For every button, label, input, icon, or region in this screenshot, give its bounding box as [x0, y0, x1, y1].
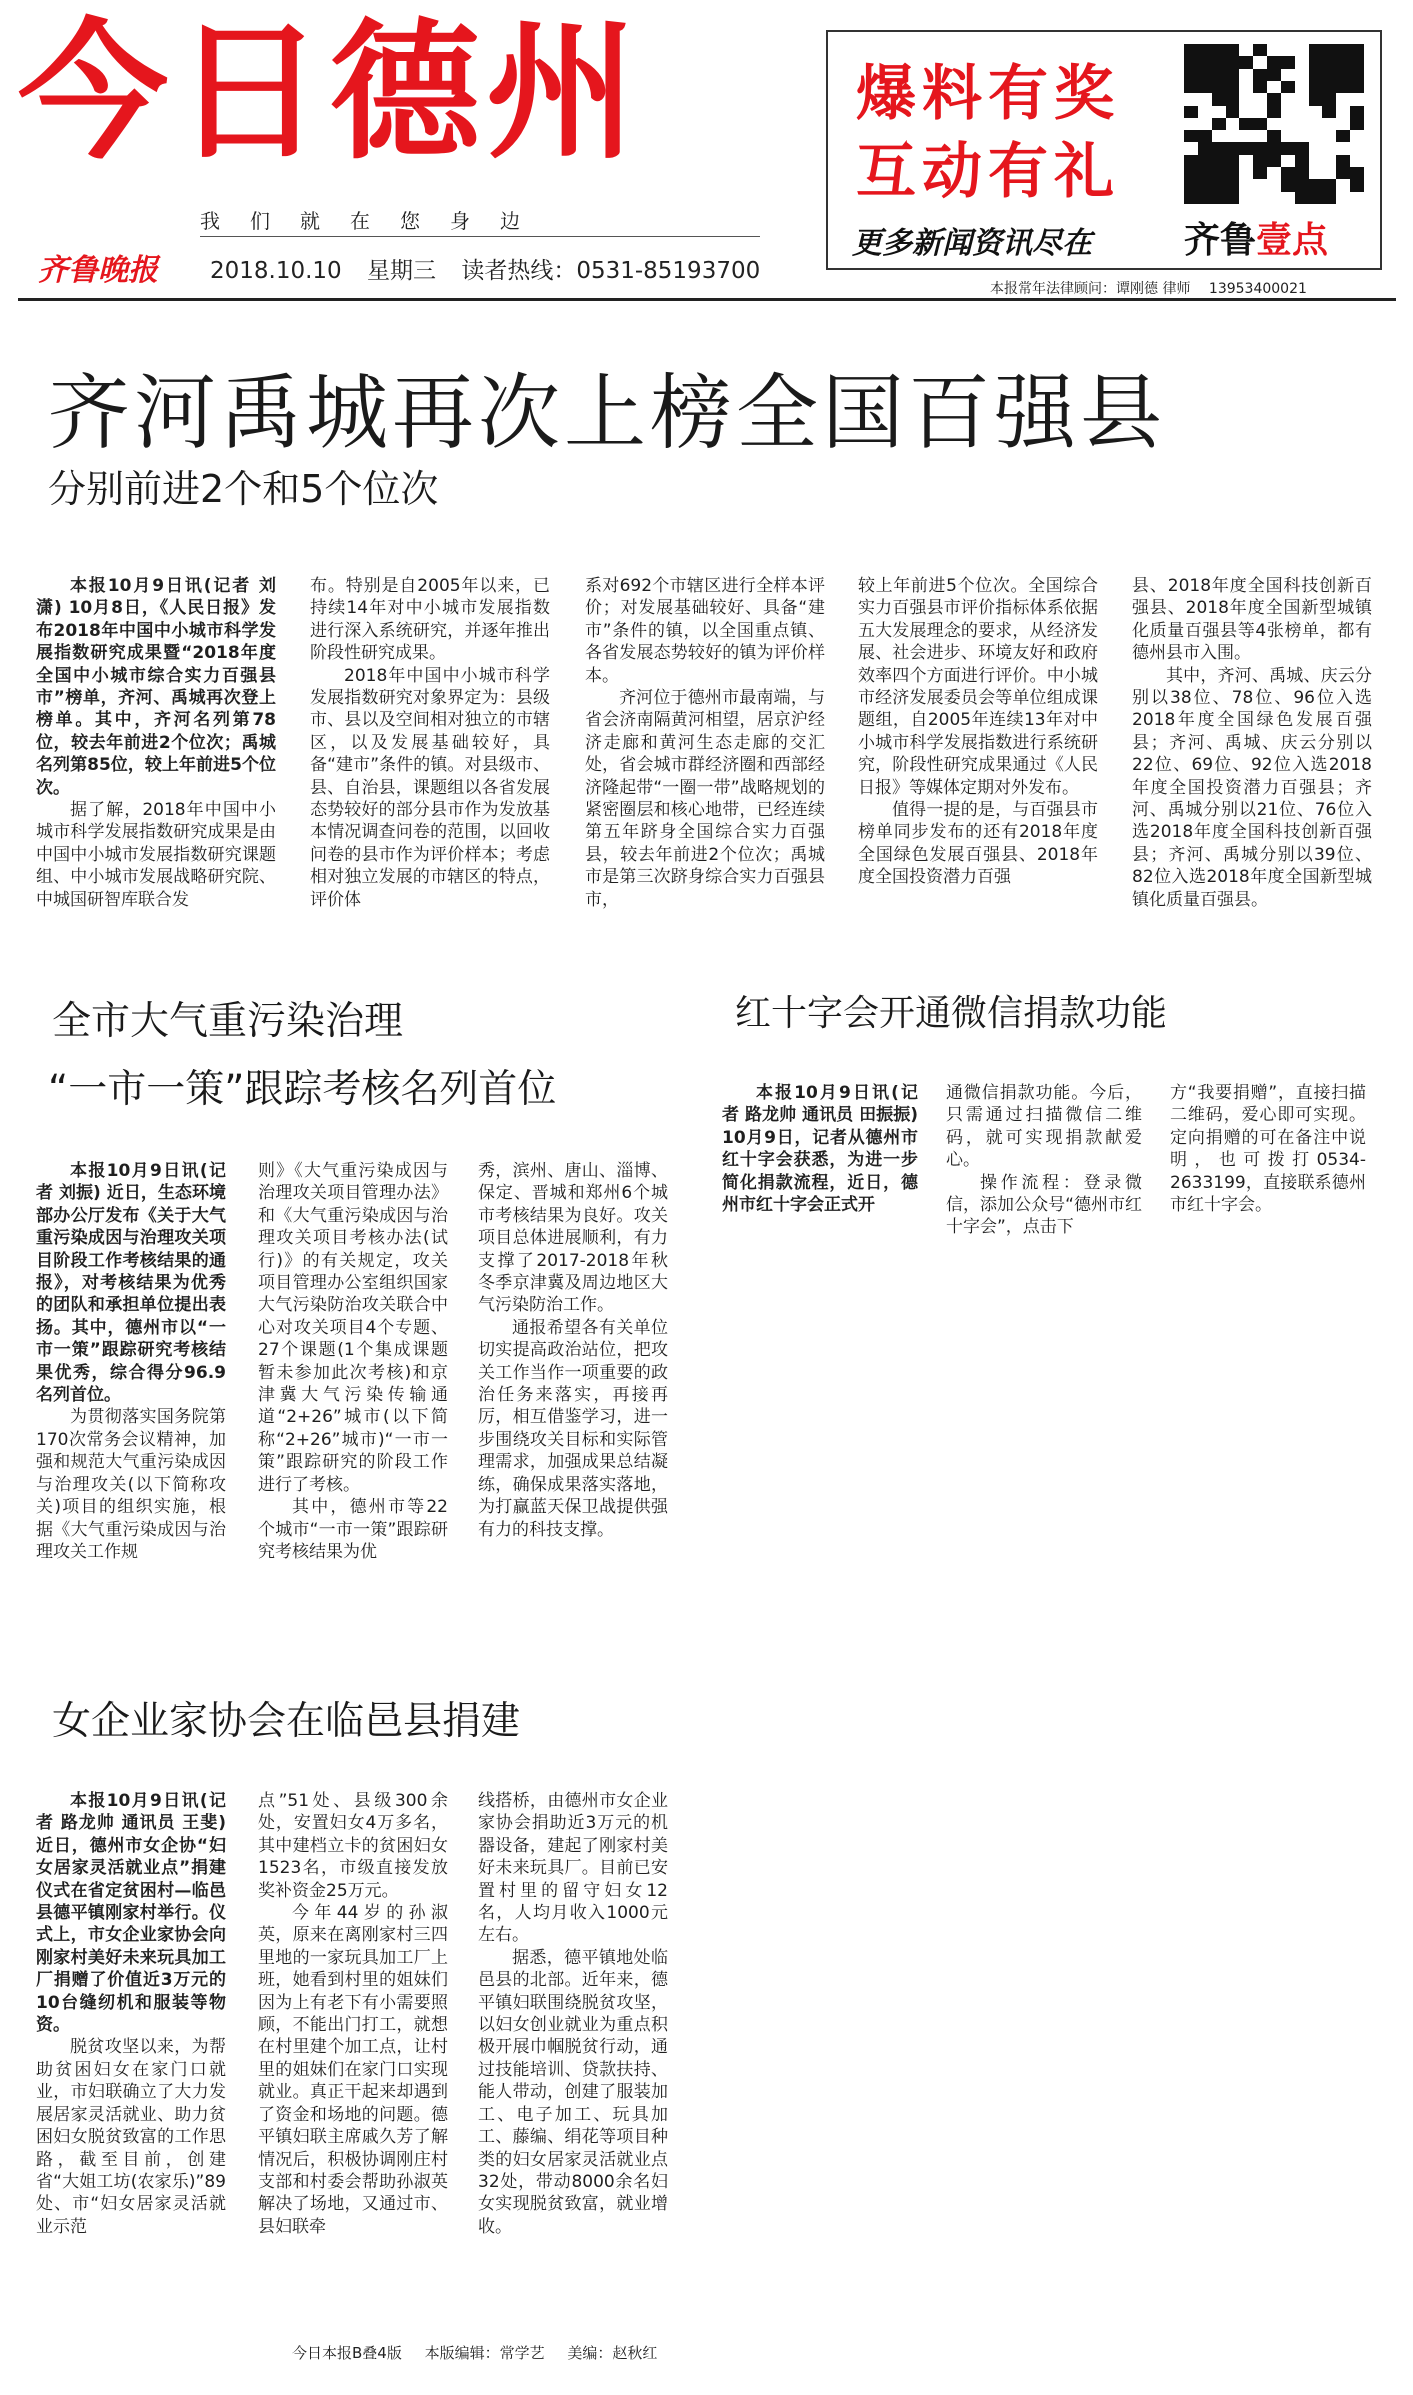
pollution-column-1 [36, 1160, 226, 1620]
body-paragraph: 线搭桥，由德州市女企业家协会捐助近3万元的机器设备，建起了刚家村美好未来玩具厂。目前已安置村里的留守妇女12名，人均月收入1000元左右。 [478, 1791, 668, 1946]
masthead-slogan: 我们就在您身边 [200, 209, 550, 233]
promo-line-2: 互动有礼 [856, 137, 1120, 207]
pollution-title-line-2: “一市一策”跟踪考核名列首位 [48, 1067, 557, 1112]
body-paragraph: 布。特别是自2005年以来，已持续14年对中小城市发展指数进行深入系统研究，并逐年推出阶段性研究成果。 [310, 576, 550, 664]
promo-brand-accent: 壹点 [1256, 220, 1329, 261]
body-paragraph: 方“我要捐赠”，直接扫描二维码，爱心即可实现。定向捐赠的可在备注中说明，也可拨打0534-2633199，直接联系德州市红十字会。 [1170, 1083, 1366, 1216]
promo-box [826, 30, 1382, 270]
redcross-column-1 [722, 1082, 918, 1262]
body-paragraph: 其中，齐河、禹城、庆云分别以38位、78位、96位入选2018年度全国绿色发展百强县；齐河、禹城、庆云分别以22位、69位、92位入选2018年度全国投资潜力百强县；齐河、禹城分别以21位、76位入选2018年度全国科技创新百强县；齐河、禹城分别以39位、82位入选2018年度全国新型城镇化质量百强县。 [1132, 665, 1372, 910]
lead-column-3 [585, 575, 825, 915]
lead-column-4 [858, 575, 1098, 915]
lead-paragraph: 本报10月9日讯(记者 刘潇) 10月8日，《人民日报》发布2018年中国中小城市科学发展指数研究成果暨“2018年度全国中小城市综合实力百强县市”榜单，齐河、禹城再次登上榜单。其中，齐河名列第78位，较去年前进2个位次；禹城名列第85位，较上年前进5个位次。 [36, 576, 276, 798]
body-paragraph: 2018年中国中小城市科学发展指数研究对象界定为：县级市、县以及空间相对独立的市辖区，以及发展基础较好，具备“建市”条件的镇。对县级市、县、自治县，课题组以各省发展态势较好的部分县市作为发放基本情况调查问卷的范围，以回收问卷的县市作为评价样本；考虑相对独立发展的市辖区的特点，评价体 [310, 665, 550, 910]
redcross-column-3 [1170, 1082, 1366, 1262]
footer-designer: 美编：赵秋红 [567, 2344, 658, 2362]
body-paragraph: 较上年前进5个位次。全国综合实力百强县市评价指标体系依据五大发展理念的要求，从经济发展、社会进步、环境友好和政府效率四个方面进行评价。中小城市经济发展委员会等单位组成课题组，自2005年连续13年对中小城市科学发展指数进行系统研究，阶段性研究成果通过《人民日报》等媒体定期对外发布。 [858, 576, 1098, 798]
women-story-title: 女企业家协会在临邑县捐建 [52, 1699, 521, 1744]
promo-brand [1184, 212, 1328, 263]
body-paragraph: 脱贫攻坚以来，为帮助贫困妇女在家门口就业，市妇联确立了大力发展居家灵活就业、助力贫困妇女脱贫致富的工作思路，截至目前，创建省“大姐工坊(农家乐)”89处、市“妇女居家灵活就业示范 [36, 2037, 226, 2237]
body-paragraph: 秀，滨州、唐山、淄博、保定、晋城和郑州6个城市考核结果为良好。攻关项目总体进展顺利，有力支撑了2017-2018年秋冬季京津冀及周边地区大气污染防治工作。 [478, 1161, 668, 1316]
date-line [210, 252, 778, 285]
women-column-3 [478, 1790, 668, 2310]
legal-advisor-line [990, 278, 1321, 298]
lead-subhead: 分别前进2个和5个位次 [48, 467, 439, 511]
footer-editor: 本版编辑：常学艺 [424, 2344, 545, 2362]
women-column-2 [258, 1790, 448, 2310]
body-paragraph: 据了解，2018年中国中小城市科学发展指数研究成果是由中国中小城市发展指数研究课题组、中小城市发展战略研究院、中城国研智库联合发 [36, 800, 276, 910]
issue-date: 2018.10.10 [210, 258, 342, 284]
pollution-title-line-1: 全市大气重污染治理 [52, 999, 404, 1044]
legal-advisor: 本报常年法律顾问：谭刚德 律师 [990, 281, 1191, 297]
body-paragraph: 点”51处、县级300余处，安置妇女4万多名，其中建档立卡的贫困妇女1523名，市级直接发放奖补资金25万元。 [258, 1791, 448, 1901]
body-paragraph: 值得一提的是，与百强县市榜单同步发布的还有2018年度全国绿色发展百强县、2018年度全国投资潜力百强 [858, 800, 1098, 888]
body-paragraph: 齐河位于德州市最南端，与省会济南隔黄河相望，居京沪经济走廊和黄河生态走廊的交汇处，省会城市群经济圈和西部经济隆起带“一圈一带”战略规划的紧密圈层和核心地带，已经连续第五年跻身全国综合实力百强县，较去年前进2个位次；禹城市是第三次跻身综合实力百强县市， [585, 688, 825, 910]
redcross-column-2 [946, 1082, 1142, 1262]
body-paragraph: 县、2018年度全国科技创新百强县、2018年度全国新型城镇化质量百强县等4张榜单，都有德州县市入围。 [1132, 576, 1372, 664]
promo-line-1: 爆料有奖 [856, 59, 1120, 129]
lead-paragraph: 本报10月9日讯(记者 路龙帅 通讯员 王斐) 近日，德州市女企协“妇女居家灵活就业点”捐建仪式在省定贫困村—临邑县德平镇刚家村举行。仪式上，市女企业家协会向刚家村美好未来玩具加工厂捐赠了价值近3万元的10台缝纫机和服装等物资。 [36, 1791, 226, 2036]
masthead-rule [18, 298, 1396, 301]
body-paragraph: 其中，德州市等22个城市“一市一策”跟踪研究考核结果为优 [258, 1497, 448, 1562]
body-paragraph: 为贯彻落实国务院第170次常务会议精神，加强和规范大气重污染成因与治理攻关(以下简称攻关)项目的组织实施，根据《大气重污染成因与治理攻关工作规 [36, 1407, 226, 1562]
body-paragraph: 今年44岁的孙淑英，原来在离刚家村三四里地的一家玩具加工厂上班，她看到村里的姐妹们因为上有老下有小需要照顾，不能出门打工，就想在村里建个加工点，让村里的姐妹们在家门口实现就业。真正干起来却遇到了资金和场地的问题。德平镇妇联主席戚久芳了解情况后，积极协调刚庄村支部和村委会帮助孙淑英解决了场地，又通过市、县妇联牵 [258, 1903, 448, 2237]
women-column-1 [36, 1790, 226, 2310]
masthead-title: 今日德州 [18, 6, 643, 180]
lead-column-2 [310, 575, 550, 915]
pollution-column-3 [478, 1160, 668, 1620]
promo-brand-main: 齐鲁 [1184, 220, 1257, 261]
legal-phone: 13953400021 [1208, 281, 1307, 297]
footer-edition: 今日本报B叠4版 [292, 2344, 402, 2362]
body-paragraph: 据悉，德平镇地处临邑县的北部。近年来，德平镇妇联围绕脱贫攻坚，以妇女创业就业为重点积极开展巾帼脱贫行动，通过技能培训、贷款扶持、能人带动，创建了服装加工、电子加工、玩具加工、藤编、绢花等项目种类的妇女居家灵活就业点32处，带动8000余名妇女实现脱贫致富，就业增收。 [478, 1947, 668, 2237]
slogan-rule [200, 236, 760, 237]
body-paragraph: 系对692个市辖区进行全样本评价；对发展基础较好、具备“建市”条件的镇，以全国重点镇、各省发展态势较好的镇为评价样本。 [585, 576, 825, 686]
issue-weekday: 星期三 [367, 258, 437, 284]
promo-subline: 更多新闻资讯尽在 [852, 226, 1092, 261]
lead-column-5 [1132, 575, 1372, 915]
body-paragraph: 则》《大气重污染成因与治理攻关项目管理办法》和《大气重污染成因与治理攻关项目考核办法(试行)》的有关规定，攻关项目管理办公室组织国家大气污染防治攻关联合中心对攻关项目4个专题、27个课题(1个集成课题暂未参加此次考核)和京津冀大气污染传输通道“2+26”城市(以下简称“2+26”城市)“一市一策”跟踪研究的阶段工作进行了考核。 [258, 1161, 448, 1495]
page-footer [292, 2342, 675, 2363]
lead-paragraph: 本报10月9日讯(记者 刘振) 近日，生态环境部办公厅发布《关于大气重污染成因与治理攻关项目阶段工作考核结果的通报》，对考核结果为优秀的团队和承担单位提出表扬。其中，德州市以“一市一策”跟踪研究考核结果优秀，综合得分96.9名列首位。 [36, 1161, 226, 1406]
body-paragraph: 操作流程：登录微信，添加公众号“德州市红十字会”，点击下 [946, 1172, 1142, 1238]
body-paragraph: 通报希望各有关单位切实提高政治站位，把攻关工作当作一项重要的政治任务来落实，再接再厉，相互借鉴学习，进一步围绕攻关目标和实际管理需求，加强成果总结凝练，确保成果落实落地，为打赢蓝天保卫战提供强有力的科技支撑。 [478, 1317, 668, 1540]
body-paragraph: 通微信捐款功能。今后，只需通过扫描微信二维码，就可实现捐款献爱心。 [946, 1083, 1142, 1171]
qr-code-icon [1184, 44, 1364, 204]
lead-column-1 [36, 575, 276, 915]
paper-name-logo: 齐鲁晚报 [38, 253, 158, 288]
lead-headline: 齐河禹城再次上榜全国百强县 [48, 366, 1167, 461]
reader-hotline: 读者热线：0531-85193700 [461, 258, 761, 284]
lead-paragraph: 本报10月9日讯(记者 路龙帅 通讯员 田振振) 10月9日，记者从德州市红十字会获悉，为进一步简化捐款流程，近日，德州市红十字会正式开 [722, 1083, 918, 1216]
pollution-column-2 [258, 1160, 448, 1620]
redcross-title: 红十字会开通微信捐款功能 [735, 993, 1168, 1034]
